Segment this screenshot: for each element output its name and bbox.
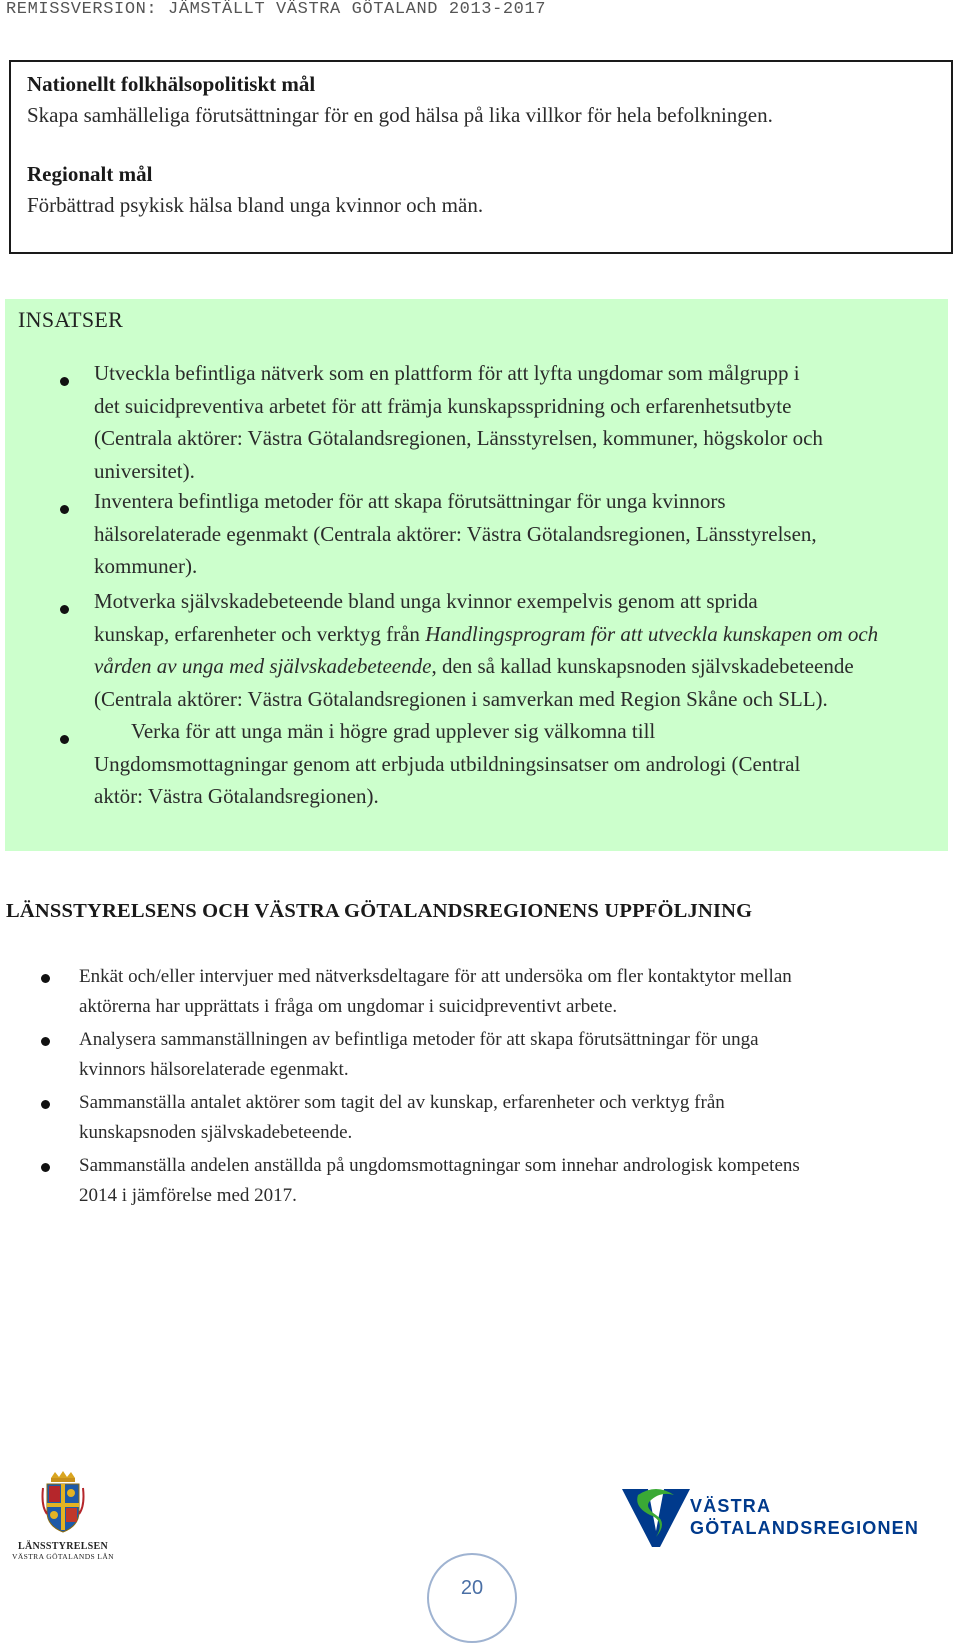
national-goal-heading: Nationellt folkhälsopolitiskt mål [27,72,316,96]
insats-line: universitet). [94,458,195,483]
insats-line: Verka för att unga män i högre grad upplever sig välkomna till [131,719,656,743]
uppfoljning-item-3 [79,1088,725,1147]
program-title: Handlingsprogram för att utveckla kunskapen om och [425,621,879,646]
insatser-heading: INSATSER [18,307,124,332]
insats-line: hälsorelaterade egenmakt (Centrala aktörer: Västra Götalandsregionen, Länsstyrelsen, [94,521,817,546]
insats-text: , den så kallad kunskapsnoden självskadebeteende [431,654,854,678]
vgr-logo-icon [620,1485,692,1557]
insats-line: kommuner). [94,554,198,578]
insats-item-2 [94,485,817,583]
vgr-name-line1: VÄSTRA [690,1496,772,1516]
insats-item-3 [94,585,878,715]
insats-line: det suicidpreventiva arbetet för att främja kunskapsspridning och erfarenhetsutbyte [94,393,792,418]
insats-item-1 [94,357,823,487]
regional-goal-heading: Regionalt mål [27,162,153,186]
regional-goal-text: Förbättrad psykisk hälsa bland unga kvinnor och män. [27,193,484,217]
uppfoljning-item-1 [79,962,792,1021]
insats-line: (Centrala aktörer: Västra Götalandsregionen, Länsstyrelsen, kommuner, högskolor och [94,426,823,450]
uppfoljning-line: Analysera sammanställningen av befintliga metoder för att skapa förutsättningar för unga [79,1029,759,1050]
bullet [41,1037,50,1046]
page-number: 20 [460,1577,484,1599]
insats-item-4 [94,715,800,813]
uppfoljning-line: Sammanställa andelen anställda på ungdomsmottagningar som innehar andrologisk kompetens [79,1155,800,1176]
insats-line: Utveckla befintliga nätverk som en plattform för att lyfta ungdomar som målgrupp i [94,361,800,385]
bullet [60,377,69,386]
uppfoljning-line: Enkät och/eller intervjuer med nätverksdeltagare för att undersöka om fler kontaktytor mellan [79,966,792,987]
bullet [60,505,69,514]
insats-line [94,650,878,683]
insatser-section [5,299,948,851]
insats-line: aktör: Västra Götalandsregionen). [94,784,379,808]
bullet [60,605,69,614]
uppfoljning-heading: LÄNSSTYRELSENS OCH VÄSTRA GÖTALANDSREGIONENS UPPFÖLJNING [6,900,753,922]
vgr-name-line2: GÖTALANDSREGIONEN [690,1518,920,1538]
insats-line: Inventera befintliga metoder för att skapa förutsättningar för unga kvinnors [94,489,726,513]
bullet [41,1100,50,1109]
uppfoljning-item-2 [79,1025,759,1084]
uppfoljning-line: kunskapsnoden självskadebeteende. [79,1121,353,1143]
insats-line: (Centrala aktörer: Västra Götalandsregionen i samverkan med Region Skåne och SLL). [94,686,828,711]
bullet [41,1163,50,1172]
uppfoljning-line: aktörerna har upprättats i fråga om ungdomar i suicidpreventivt arbete. [79,995,618,1017]
lansstyrelsen-logo [4,1470,122,1561]
uppfoljning-line: kvinnors hälsorelaterade egenmakt. [79,1058,349,1080]
national-goal-text: Skapa samhälleliga förutsättningar för en god hälsa på lika villkor för hela befolkningen. [27,103,773,127]
insats-text: kunskap, erfarenheter och verktyg från [94,621,426,646]
insats-line [94,618,878,651]
coat-of-arms-icon [41,1470,85,1534]
goals-box [9,60,953,254]
insats-line: Ungdomsmottagningar genom att erbjuda utbildningsinsatser om andrologi (Central [94,751,801,776]
lansstyrelsen-sub: VÄSTRA GÖTALANDS LÄN [12,1552,114,1561]
uppfoljning-line: Sammanställa antalet aktörer som tagit del av kunskap, erfarenheter och verktyg från [79,1092,725,1113]
uppfoljning-line: 2014 i jämförelse med 2017. [79,1184,297,1206]
bullet [41,974,50,983]
program-title: vården av unga med självskadebeteende [94,654,432,678]
uppfoljning-item-4 [79,1151,800,1210]
lansstyrelsen-name: LÄNSSTYRELSEN [17,1541,109,1552]
insats-line: Motverka självskadebeteende bland unga kvinnor exempelvis genom att sprida [94,589,758,613]
bullet [60,735,69,744]
document-header: REMISSVERSION: JÄMSTÄLLT VÄSTRA GÖTALAND 2013-2017 [6,0,547,19]
